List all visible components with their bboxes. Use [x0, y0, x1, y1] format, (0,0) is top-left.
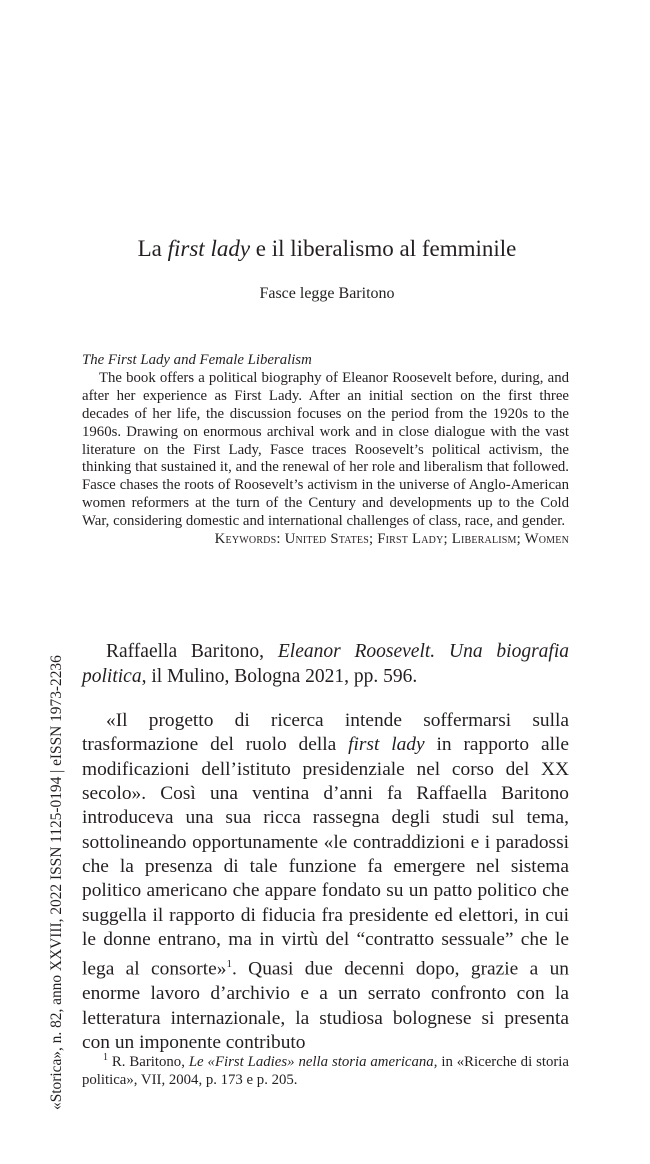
abstract-text: The book offers a political biography of Eleanor Roosevelt before, during, and after her experience as First Lady. After an initial section on the first three decades of her life, the discussion focuses on the period from the 1920s to the 1960s. Drawing on enormous archival work and in close dialogue with the vast literature on the First Lady, Fasce traces Roosevelt’s political activism, the thinking that sustained it, and the renewal of her role and liberalism that followed. Fasce chases the roots of Roosevelt’s activism in the universe of Anglo-American women reformers at the turn of the Century and developments up to the Cold War, considering domestic and international challenges of class, race, and gender. [82, 369, 569, 530]
footnote [82, 1049, 569, 1089]
abstract-heading: The First Lady and Female Liberalism [82, 352, 312, 368]
book-reference [82, 640, 569, 689]
reference-book-title: Eleanor Roosevelt. Una biografia politica [82, 641, 569, 687]
title-italic: first lady [167, 236, 251, 261]
footnote-text-end: , in «Ricerche di storia politica», VII, 2004, p. 173 e p. 205. [82, 1053, 569, 1088]
abstract [82, 352, 569, 549]
footnote-reference[interactable]: 1 [226, 958, 232, 971]
footnote-italic: Le «First Ladies» nella storia americana [188, 1053, 434, 1070]
main-paragraph [82, 709, 569, 1055]
title-text: La [137, 236, 168, 261]
main-italic: first lady [348, 734, 425, 756]
article-subtitle: Fasce legge Baritono [259, 285, 395, 302]
article-title [82, 234, 572, 264]
reference-author: Raffaella Baritono, [106, 641, 278, 662]
title-text-end: e il liberalismo al femminile [250, 236, 517, 261]
abstract-keywords: Keywords: United States; First Lady; Liberalism; Women [214, 531, 569, 548]
main-text-2: in rapporto alle modificazioni dell’istituto presidenziale nel corso del XX secolo». Così una ventina d’anni fa Raffaella Baritono introduceva una sua ricca rassegna degli studi sul tema, sottolineando opportunamente «le contraddizioni e i paradossi che la presenza di tale funzione fa emergere nel sistema politico americano che appare fondato su un patto politico che suggella il rapporto di fiducia fra presidente ed elettori, in cui le donne entrano, ma in virtù del “contratto sessuale” che le lega al consorte» [82, 734, 569, 980]
main-text-3: . Quasi due decenni dopo, grazie a un enorme lavoro d’archivio e a un serrato confronto con la letteratura internazionale, la studiosa bolognese si presenta con un imponente contributo [82, 958, 570, 1053]
reference-details: , il Mulino, Bologna 2021, pp. 596. [141, 665, 418, 687]
footnote-text: R. Baritono, [108, 1053, 189, 1070]
main-text-1: «Il progetto di ricerca intende soffermarsi sulla trasformazione del ruolo della [82, 710, 569, 756]
journal-side-info: «Storica», n. 82, anno XXVIII, 2022 ISSN 1125-0194 | eISSN 1973-2236 [48, 655, 65, 1110]
footnote-number: 1 [103, 1052, 108, 1063]
